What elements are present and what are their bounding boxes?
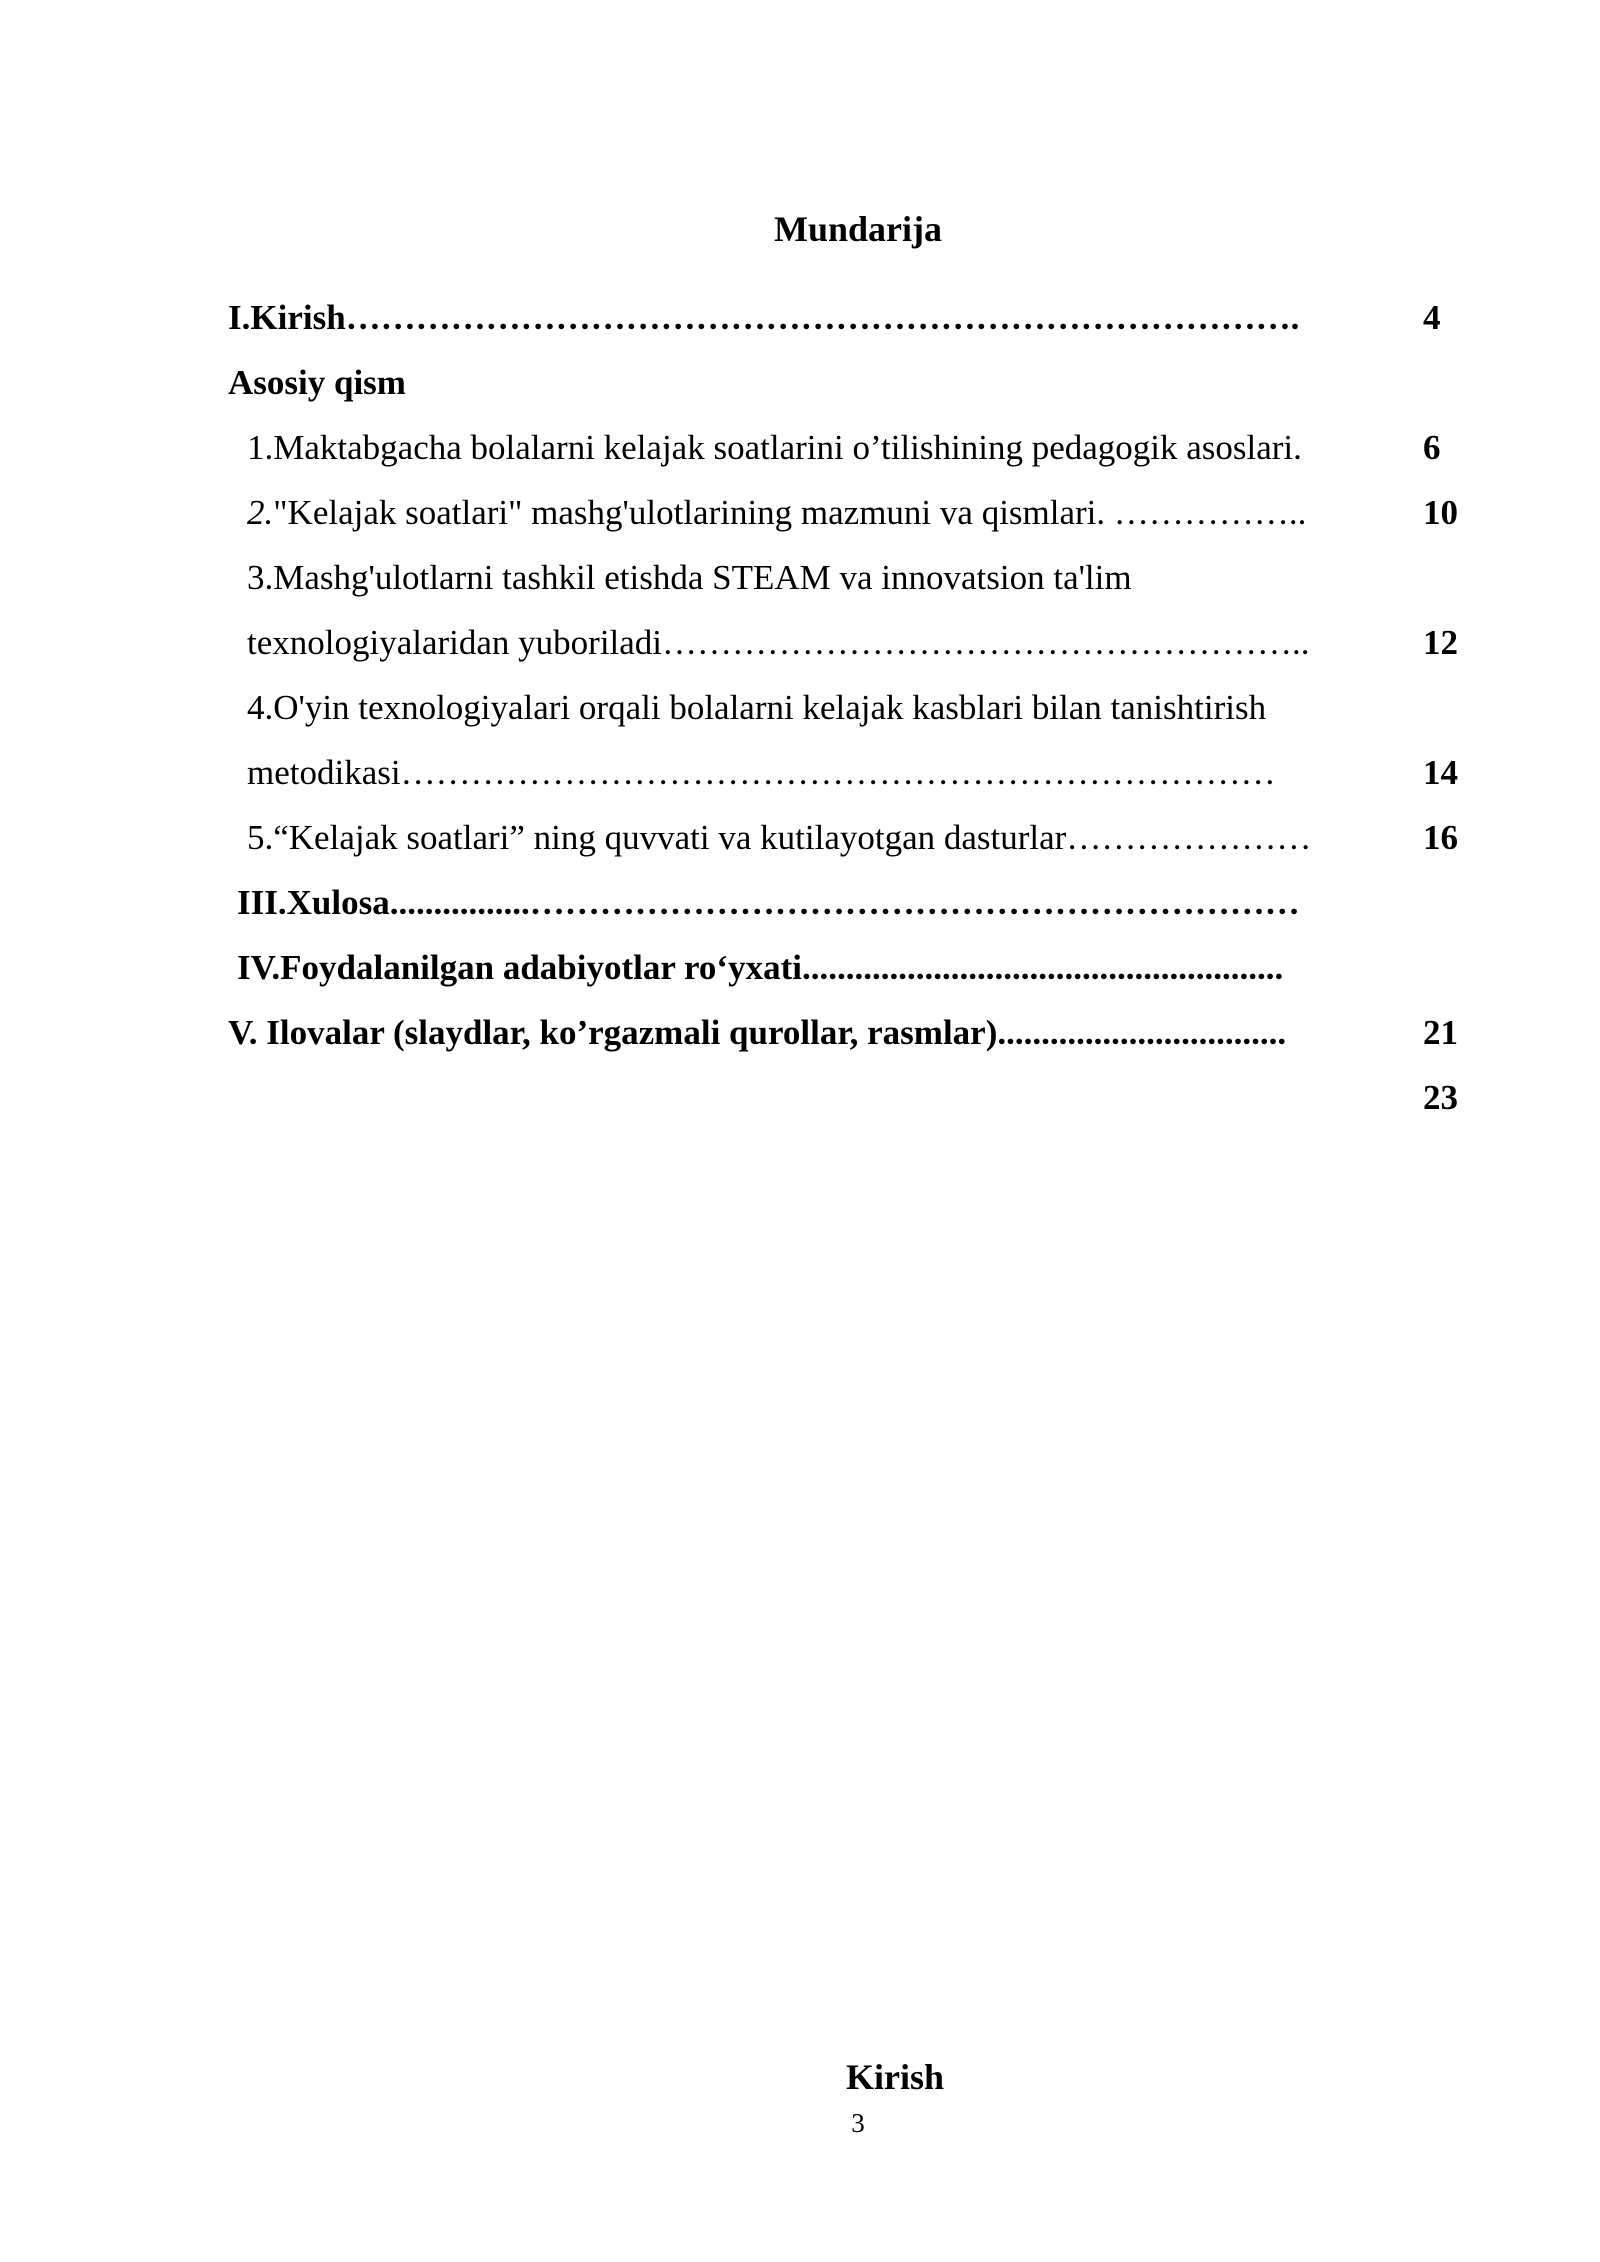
toc-page-4: 14 [1423, 753, 1458, 792]
toc-entry-xulosa: III.Xulosa................………………………………………………………… [237, 883, 1300, 922]
toc-page-extra: 23 [1423, 1078, 1458, 1117]
toc-entry-asosiy-qism: Asosiy qism [228, 363, 406, 402]
toc-entry-3-line1: 3.Mashg'ulotlarni tashkil etishda STEAM va innovatsion ta'lim [247, 558, 1132, 597]
toc-entry-5: 5.“Kelajak soatlari” ning quvvati va kutilayotgan dasturlar………………… [247, 818, 1312, 857]
toc-page-5: 16 [1423, 818, 1458, 857]
next-section-heading: Kirish [845, 2057, 944, 2097]
toc-entry-4-line1: 4.O'yin texnologiyalari orqali bolalarni kelajak kasblari bilan tanishtirish [247, 688, 1267, 727]
toc-page-kirish: 4 [1423, 298, 1441, 337]
toc-title: Mundarija [773, 209, 942, 249]
toc-page-3: 12 [1423, 623, 1458, 662]
toc-entry-kirish: I.Kirish………………………………………………………………………. [228, 298, 1300, 337]
toc-page-ilovalar: 21 [1423, 1013, 1458, 1052]
toc-entry-2-text: "Kelajak soatlari" mashg'ulotlarining mazmuni va qismlari. …………….. [273, 493, 1307, 532]
page-number: 3 [851, 2108, 865, 2138]
toc-entry-ilovalar: V. Ilovalar (slaydlar, ko’rgazmali qurollar, rasmlar)................................. [228, 1013, 1287, 1052]
toc-entry-1: 1.Maktabgacha bolalarni kelajak soatlarini o’tilishining pedagogik asoslari. [247, 428, 1302, 467]
toc-entry-3-line2: texnologiyalaridan yuboriladi……………………………………………….. [247, 623, 1310, 662]
toc-entry-2 [247, 493, 1306, 533]
toc-page-1: 6 [1423, 428, 1441, 467]
toc-entry-adabiyotlar: IV.Foydalanilgan adabiyotlar ro‘yxati....................................................... [237, 948, 1284, 987]
toc-entry-2-number: 2. [247, 493, 274, 532]
toc-entry-4-line2: metodikasi………………………………………………………………… [247, 753, 1276, 792]
toc-page-2: 10 [1423, 493, 1458, 532]
